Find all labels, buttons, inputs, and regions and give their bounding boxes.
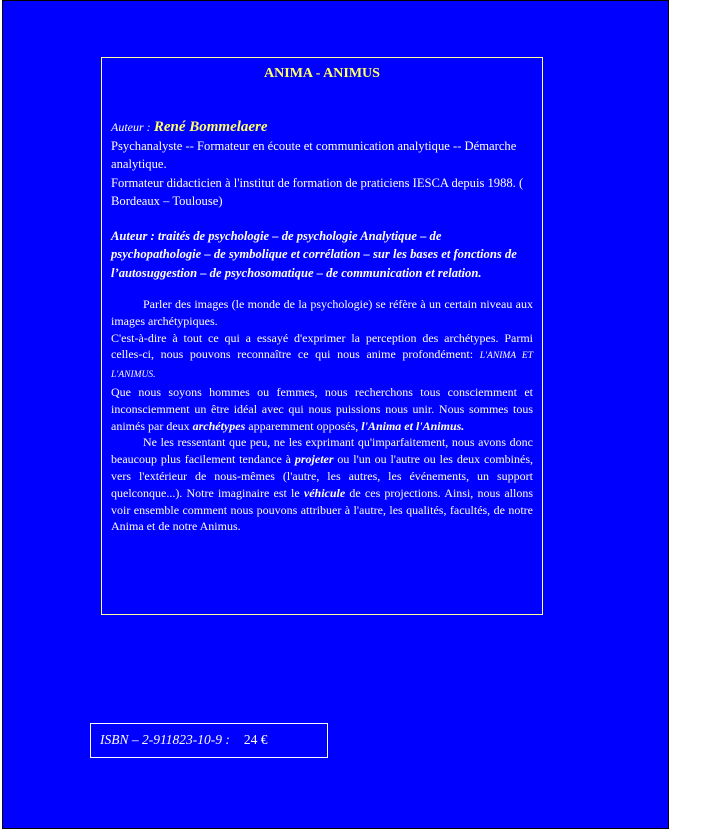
- summary-paragraph-3-text-b: apparemment opposés,: [245, 418, 362, 433]
- summary-paragraph-3-text-a: Que nous soyons hommes ou femmes, nous recherchons tous consciemment et inconsciemment un être idéal avec qui nous puissions nous unir. Nous sommes tous animés par deux: [111, 384, 533, 433]
- author-bio-line-1: Psychanalyste -- Formateur en écoute et communication analytique -- Démarche analytique.: [111, 138, 517, 171]
- book-back-cover: [2, 0, 669, 829]
- summary-paragraph-2: [111, 330, 533, 384]
- isbn-price-box: [90, 723, 328, 758]
- author-line: [111, 118, 531, 137]
- summary-paragraph-3: [111, 384, 533, 434]
- book-title: ANIMA - ANIMUS: [264, 66, 380, 81]
- author-works: Auteur : traités de psychologie – de psychologie Analytique – de psychopathologie – de symbolique et corrélation – sur les bases et fonctions de l’autosuggestion – de psychosomatique – de communication et relation.: [111, 228, 517, 280]
- archetypes-emphasis: archétypes: [192, 418, 246, 433]
- book-summary: [111, 296, 533, 535]
- summary-content: [111, 118, 534, 535]
- author-label: Auteur :: [111, 120, 151, 134]
- isbn-number: ISBN – 2-911823-10-9 :: [100, 732, 230, 747]
- summary-paragraph-4-text-a: Ne les ressentant que peu, ne les exprimant qu'imparfaitement, nous avons donc beaucoup plus facilement tendance à: [111, 435, 533, 467]
- summary-paragraph-1: Parler des images (le monde de la psychologie) se réfère à un certain niveau aux images archétypiques.: [111, 297, 533, 328]
- anima-animus-emphasis: L'ANIMA ET L'ANIMUS.: [111, 351, 534, 381]
- author-name: René Bommelaere: [153, 119, 268, 135]
- summary-paragraph-4-text-c: de ces projections. Ainsi, nous allons voir ensemble comment nous pouvons attribuer à l'autre, les qualités, facultés, de notre Anima et de notre Animus.: [111, 485, 533, 534]
- author-bio-line-2: Formateur didacticien à l'institut de formation de praticiens IESCA depuis 1988. ( Bordeaux – Toulouse): [111, 175, 524, 208]
- anima-animus-bold-emphasis: l'Anima et l'Animus.: [361, 418, 465, 433]
- summary-paragraph-4: [111, 434, 533, 535]
- projeter-emphasis: projeter: [294, 452, 334, 467]
- vehicule-emphasis: véhicule: [303, 485, 346, 500]
- summary-paragraph-2-text: C'est-à-dire à tout ce qui a essayé d'exprimer la perception des archétypes. Parmi celles-ci, nous pouvons reconnaître ce qui nous anime profondément:: [111, 330, 533, 362]
- summary-paragraph-4-text-b: ou l'un ou l'autre ou les deux combinés, vers l'extérieur de nous-mêmes (l'autre, les autres, les événements, un support quelconque...). Notre imaginaire est le: [111, 452, 533, 500]
- summary-frame: [101, 57, 543, 615]
- price: 24 €: [243, 732, 268, 747]
